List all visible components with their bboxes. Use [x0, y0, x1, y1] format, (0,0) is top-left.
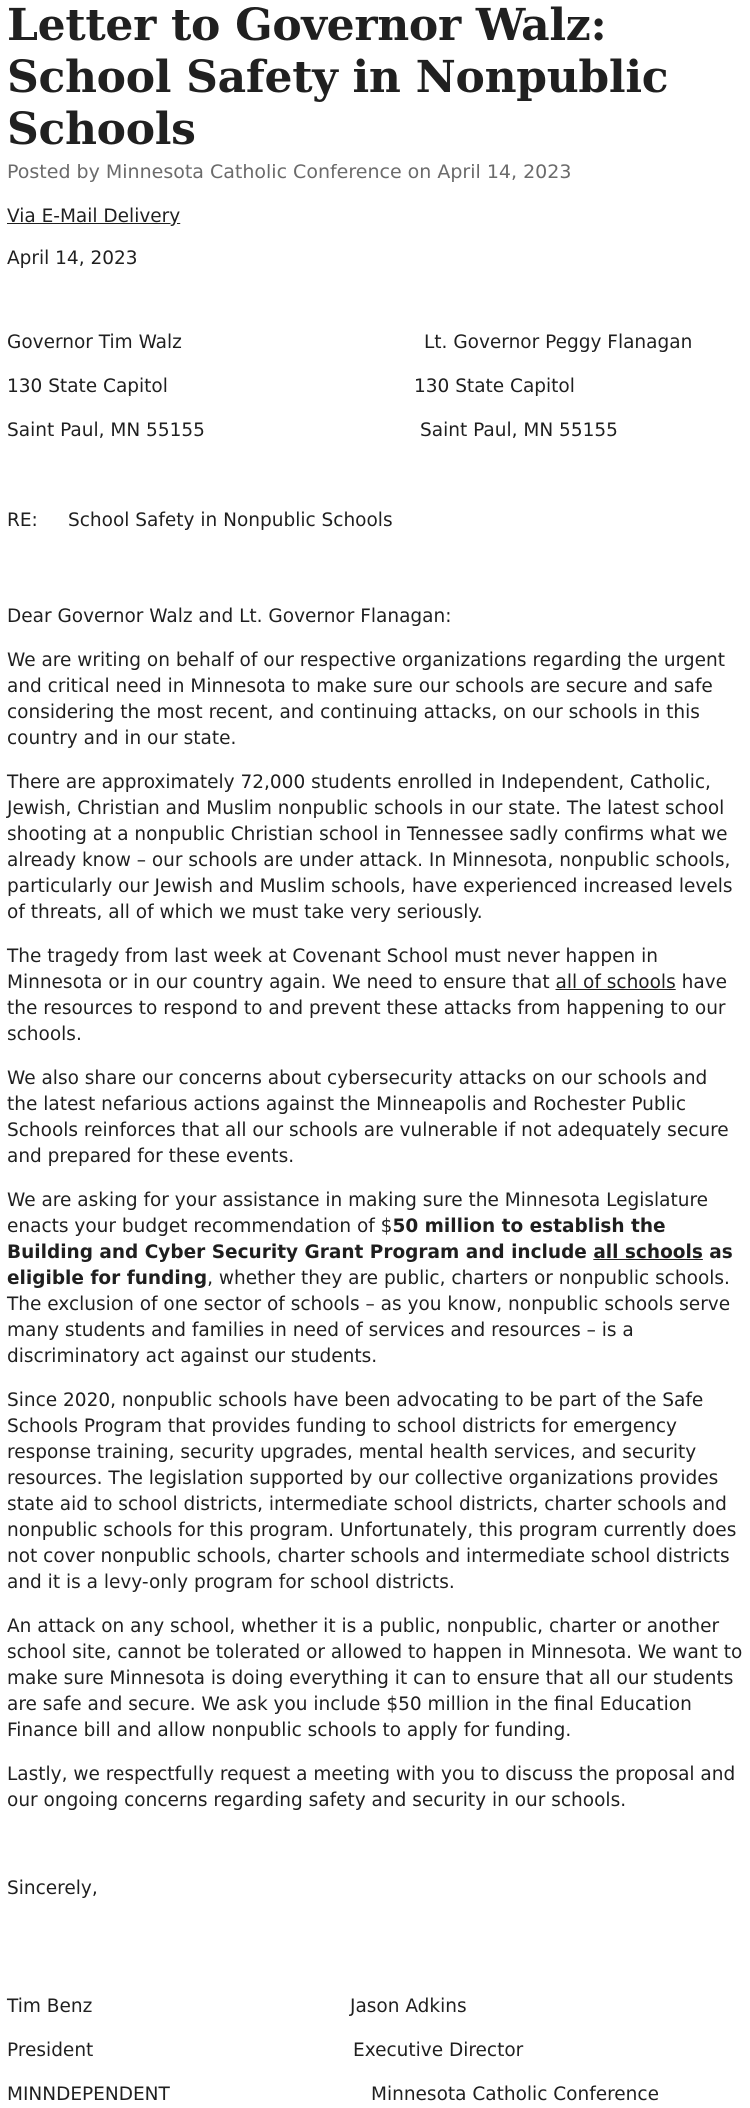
- signer-right-name: Jason Adkins: [350, 1996, 467, 2017]
- re-subject: School Safety in Nonpublic Schools: [68, 510, 393, 531]
- delivery-method: Via E-Mail Delivery: [7, 206, 181, 227]
- paragraph-4: We also share our concerns about cybersecurity attacks on our schools and the latest nefarious actions against the Minneapolis and Rochester Public Schools reinforces that all our schools are vulnerable if not adequately secure and prepared for these events.: [7, 1068, 729, 1167]
- address-row-city: [7, 418, 743, 444]
- underlined-all-schools: all schools: [593, 1242, 703, 1263]
- paragraph-5: We are asking for your assistance in making sure the Minnesota Legislature enacts your budget recommendation of $50 million to establish the Building and Cyber Security Grant Program and include all schools as eligible for funding, whether they are public, charters or nonpublic schools. The exclusion of one sector of schools – as you know, nonpublic schools serve many students and families in need of services and resources – is a discriminatory act against our students.: [7, 1190, 733, 1367]
- paragraph-1: We are writing on behalf of our respective organizations regarding the urgent and critical need in Minnesota to make sure our schools are secure and safe considering the most recent, and continuing attacks, on our schools in this country and in our state.: [7, 650, 725, 749]
- signer-right-title: Executive Director: [353, 2040, 524, 2061]
- signature-block: [7, 1994, 743, 2108]
- signer-left-name: Tim Benz: [7, 1996, 93, 2017]
- address-row-name: [7, 330, 743, 356]
- recipient-addresses: [7, 330, 743, 444]
- letter-date: April 14, 2023: [7, 248, 138, 269]
- recipient-left-street: 130 State Capitol: [7, 376, 168, 397]
- signature-row-org: [7, 2082, 743, 2108]
- re-label: RE:: [7, 510, 38, 531]
- funding-request-bold: 50 million to establish the Building and Cyber Security Grant Program and include all schools as eligible for funding: [7, 1216, 733, 1289]
- underlined-all-of-schools: all of schools: [555, 972, 676, 993]
- post-byline: Posted by Minnesota Catholic Conference on April 14, 2023: [7, 161, 572, 183]
- signer-left-title: President: [7, 2040, 94, 2061]
- paragraph-2: There are approximately 72,000 students enrolled in Independent, Catholic, Jewish, Christian and Muslim nonpublic schools in our state. The latest school shooting at a nonpublic Christian school in Tennessee sadly confirms what we already know – our schools are under attack. In Minnesota, nonpublic schools, particularly our Jewish and Muslim schools, have experienced increased levels of threats, all of which we must take very seriously.: [7, 772, 733, 923]
- address-row-street: [7, 374, 743, 400]
- recipient-left-name: Governor Tim Walz: [7, 332, 182, 353]
- closing: Sincerely,: [7, 1878, 98, 1899]
- signer-left-org: MINNDEPENDENT: [7, 2084, 170, 2105]
- page-title: Letter to Governor Walz: School Safety in Nonpublic Schools: [7, 0, 669, 155]
- re-line: [7, 508, 743, 534]
- recipient-right-name: Lt. Governor Peggy Flanagan: [424, 332, 693, 353]
- paragraph-7: An attack on any school, whether it is a public, nonpublic, charter or another school site, cannot be tolerated or allowed to happen in Minnesota. We want to make sure Minnesota is doing everything it can to ensure that all our students are safe and secure. We ask you include $50 million in the final Education Finance bill and allow nonpublic schools to apply for funding.: [7, 1616, 743, 1741]
- paragraph-8: Lastly, we respectfully request a meeting with you to discuss the proposal and our ongoing concerns regarding safety and security in our schools.: [7, 1764, 736, 1811]
- salutation: Dear Governor Walz and Lt. Governor Flanagan:: [7, 606, 452, 627]
- paragraph-6: Since 2020, nonpublic schools have been advocating to be part of the Safe Schools Program that provides funding to school districts for emergency response training, security upgrades, mental health services, and security resources. The legislation supported by our collective organizations provides state aid to school districts, intermediate school districts, charter schools and nonpublic schools for this program. Unfortunately, this program currently does not cover nonpublic schools, charter schools and intermediate school districts and it is a levy-only program for school districts.: [7, 1390, 737, 1593]
- signature-row-title: [7, 2038, 743, 2064]
- recipient-left-city: Saint Paul, MN 55155: [7, 420, 205, 441]
- signer-right-org: Minnesota Catholic Conference: [371, 2084, 659, 2105]
- recipient-right-street: 130 State Capitol: [414, 376, 575, 397]
- signature-row-name: [7, 1994, 743, 2020]
- recipient-right-city: Saint Paul, MN 55155: [420, 420, 618, 441]
- paragraph-3: The tragedy from last week at Covenant School must never happen in Minnesota or in our country again. We need to ensure that all of schools have the resources to respond to and prevent these attacks from happening to our schools.: [7, 946, 727, 1045]
